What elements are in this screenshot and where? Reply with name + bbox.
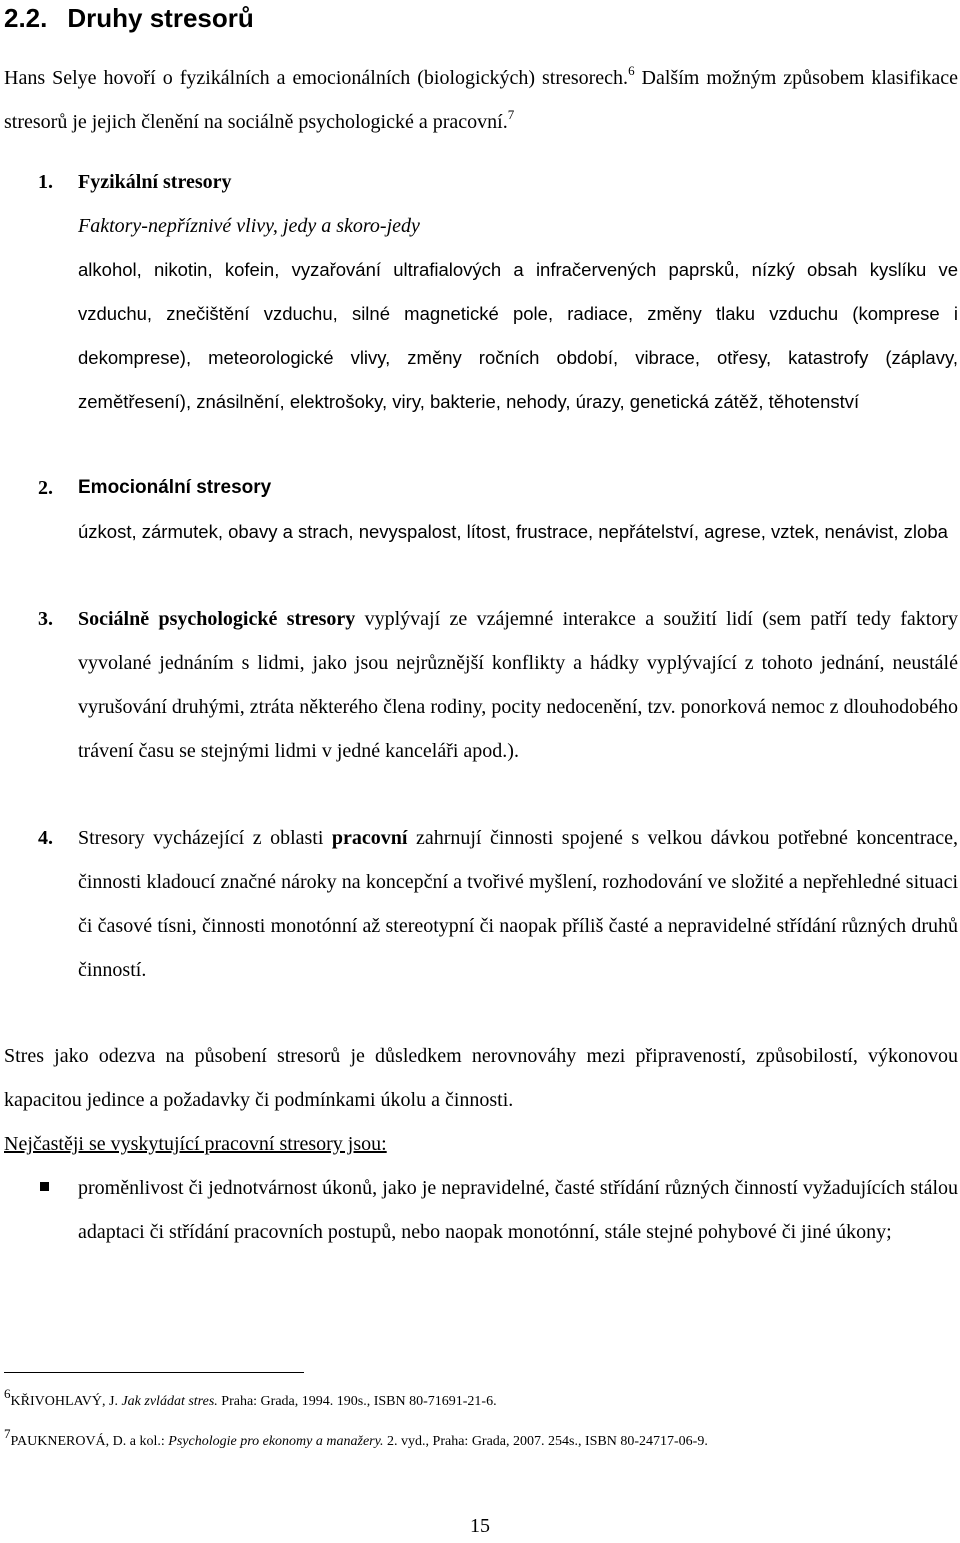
list-heading: Nejčastěji se vyskytující pracovní stresory jsou: [4,1133,387,1155]
intro-text-1: Hans Selye hovoří o fyzikálních a emocionálních (biologických) stresorech. [4,67,629,89]
stressor-item-physical [38,160,958,424]
stress-paragraph: Stres jako odezva na působení stresorů je důsledkem nerovnováhy mezi připraveností, způsobilostí, výkonovou kapacitou jedince a požadavky či podmínkami úkolu a činnosti. [4,1045,958,1111]
section-title: Druhy stresorů [67,3,254,33]
item-title: Fyzikální stresory [78,171,232,193]
footnote-title: Jak zvládat stres. [121,1394,218,1409]
footnote-7 [4,1424,708,1452]
item-subtitle: Faktory-nepříznivé vlivy, jedy a skoro-jedy [78,215,420,237]
intro-text-2: Dalším možným způsobem klasifikace stresorů je jejich členění na sociálně psychologické a pracovní. [4,67,958,133]
item-number: 4. [38,827,53,849]
item-title: Sociálně psychologické stresory [78,608,356,630]
item-text: alkohol, nikotin, kofein, vyzařování ultrafialových a infračervených paprsků, nízký obsah kyslíku ve vzduchu, znečištění vzduchu, silné magnetické pole, radiace, změny tlaku vzduchu (komprese i dekomprese), meteorologické vlivy, změny ročních období, vibrace, otřesy, katastrofy (záplavy, zemětřesení), znásilnění, elektrošoky, viry, bakterie, nehody, úrazy, genetická zátěž, těhotenství [78,259,958,412]
footnote-ref-6: 6 [628,63,635,78]
item-number: 3. [38,608,53,630]
stressor-item-work [38,816,958,992]
list-item [38,1166,958,1254]
item-number: 2. [38,477,53,499]
bullet-square-icon [40,1182,49,1191]
footnote-separator [4,1372,304,1373]
page-number: 15 [470,1515,490,1537]
item-title: Emocionální stresory [78,477,272,498]
item-text: úzkost, zármutek, obavy a strach, nevyspalost, lítost, frustrace, nepřátelství, agrese, vztek, nenávist, zloba [78,521,948,542]
footnote-number: 6 [4,1386,11,1401]
footnote-rest: Praha: Grada, 1994. 190s., ISBN 80-71691-21-6. [217,1394,497,1409]
stressor-item-social [38,597,958,773]
item-text-after: zahrnují činnosti spojené s velkou dávkou potřebné koncentrace, činnosti kladoucí značné nároky na koncepční a tvořivé myšlení, rozhodování ve složité a nepřehledné situaci či časové tísni, činnosti monotónní až stereotypní či naopak příliš časté a nepravidelné střídání různých druhů činností. [78,827,958,981]
footnote-number: 7 [4,1426,11,1441]
stressor-item-emotional [38,466,958,554]
footnote-title: Psychologie pro ekonomy a manažery. [168,1434,384,1449]
footnote-6 [4,1384,497,1412]
footnote-rest: 2. vyd., Praha: Grada, 2007. 254s., ISBN 80-24717-06-9. [383,1434,708,1449]
section-number: 2.2. [4,3,48,33]
item-text: vyplývají ze vzájemné interakce a soužití lidí (sem patří tedy faktory vyvolané jednáním s lidmi, jako jsou nejrůznější konflikty a hádky vyplývající z tohoto jednání, neustálé vyrušování druhými, ztráta některého člena rodiny, pocity nedocenění, tzv. ponorková nemoc z dlouhodobého trávení času se stejnými lidmi v jedné kanceláři apod.). [78,608,958,762]
list-item-text: proměnlivost či jednotvárnost úkonů, jako je nepravidelné, časté střídání různých činností vyžadujících stálou adaptaci či střídání pracovních postupů, nebo naopak monotónní, stále stejné pohybové či jiné úkony; [78,1177,958,1243]
item-text-before: Stresory vycházející z oblasti [78,827,332,849]
intro-paragraph [4,56,958,144]
footnote-ref-7: 7 [507,107,515,122]
item-bold-word: pracovní [331,827,408,849]
footnote-author: PAUKNEROVÁ, D. a kol.: [10,1434,169,1449]
footnote-author: KŘIVOHLAVÝ, J. [10,1394,122,1409]
item-number: 1. [38,171,53,193]
section-heading [4,0,254,36]
